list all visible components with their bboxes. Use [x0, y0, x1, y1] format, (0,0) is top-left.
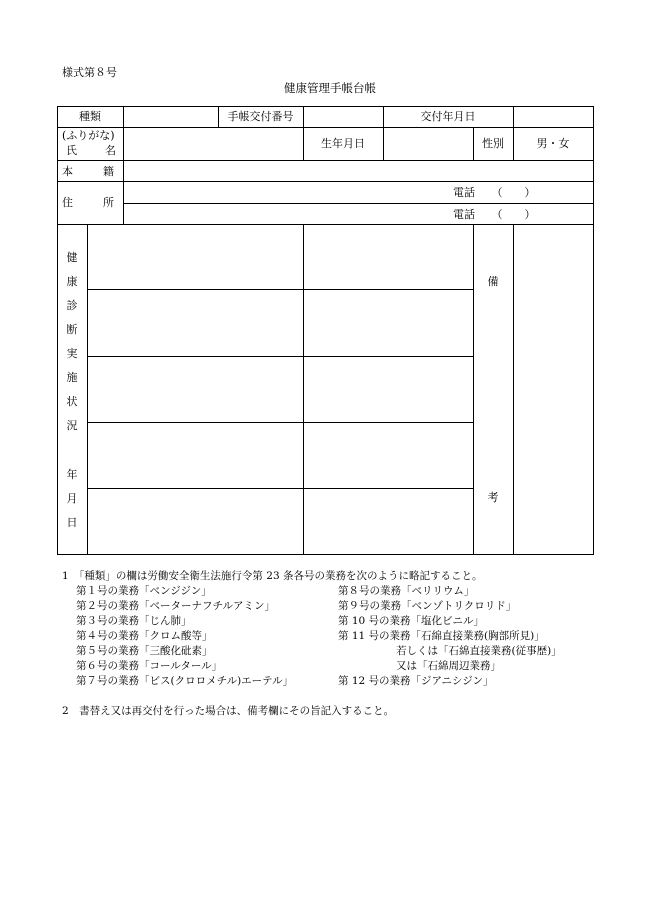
type-label: 種類 — [79, 110, 101, 123]
note-left-item: 第５号の業務「三酸化砒素」 — [76, 645, 213, 657]
birth-date-label: 生年月日 — [321, 137, 365, 150]
exam-status-char: 健 — [66, 251, 78, 264]
domicile-label-1: 本 — [62, 165, 73, 178]
exam-date-char: 月 — [66, 492, 78, 505]
exam-date-char: 日 — [66, 516, 78, 529]
phone-1: 電話 （ ） — [453, 186, 536, 199]
exam-status-char: 実 — [66, 347, 78, 360]
form-number: 様式第８号 — [62, 66, 117, 79]
note-left-item: 第４号の業務「クロム酸等」 — [76, 630, 213, 642]
name-label-1: 氏 — [66, 144, 77, 157]
note-left-item: 第７号の業務「ビス(クロロメチル)エーテル」 — [76, 675, 294, 687]
note-left-item: 第２号の業務「ベーターナフチルアミン」 — [76, 600, 275, 612]
note-right-item: 第 12 号の業務「ジアニシジン」 — [338, 675, 494, 687]
exam-date-char: 年 — [66, 468, 78, 481]
exam-status-char: 診 — [66, 299, 78, 312]
notebook-number-label: 手帳交付番号 — [227, 110, 294, 123]
note-left-item: 第６号の業務「コールタール」 — [76, 660, 223, 672]
note-left-item: 第３号の業務「じん肺」 — [76, 615, 192, 627]
domicile-label-2: 籍 — [103, 165, 114, 178]
note-right-item: 第 11 号の業務「石綿直接業務(胸部所見)」 — [338, 630, 545, 642]
remarks-label-2: 考 — [487, 490, 499, 504]
note-2: 2 書替え又は再交付を行った場合は、備考欄にその旨記入すること。 — [62, 705, 395, 717]
address-label-1: 住 — [62, 196, 73, 209]
exam-status-char: 康 — [66, 275, 78, 288]
note-right-item: 若しくは「石綿直接業務(従事歴)」 — [396, 645, 562, 657]
remarks-label-1: 備 — [487, 274, 499, 288]
address-label-2: 所 — [103, 196, 114, 209]
gender-value: 男・女 — [536, 137, 570, 150]
furigana-label: (ふりがな) — [62, 129, 115, 142]
exam-status-char: 状 — [66, 395, 78, 408]
page-title: 健康管理手帳台帳 — [284, 81, 376, 95]
note-right-item: 第 10 号の業務「塩化ビニル」 — [338, 615, 485, 627]
note-right-item: 第９号の業務「ベンゾトリクロリド」 — [338, 600, 517, 612]
note-left-item: 第１号の業務「ベンジジン」 — [76, 585, 212, 597]
exam-status-char: 況 — [66, 419, 78, 432]
note-right-item: 又は「石綿周辺業務」 — [396, 660, 501, 672]
exam-status-char: 断 — [66, 323, 78, 336]
note-1-intro: 1 「種類」の欄は労働安全衛生法施行令第 23 条各号の業務を次のように略記すること。 — [62, 570, 483, 582]
phone-2: 電話 （ ） — [453, 208, 536, 221]
gender-label: 性別 — [482, 137, 504, 150]
issue-date-label: 交付年月日 — [420, 110, 476, 123]
exam-status-char: 施 — [66, 371, 78, 384]
name-label-2: 名 — [105, 144, 116, 157]
note-right-item: 第８号の業務「ベリリウム」 — [338, 585, 475, 597]
